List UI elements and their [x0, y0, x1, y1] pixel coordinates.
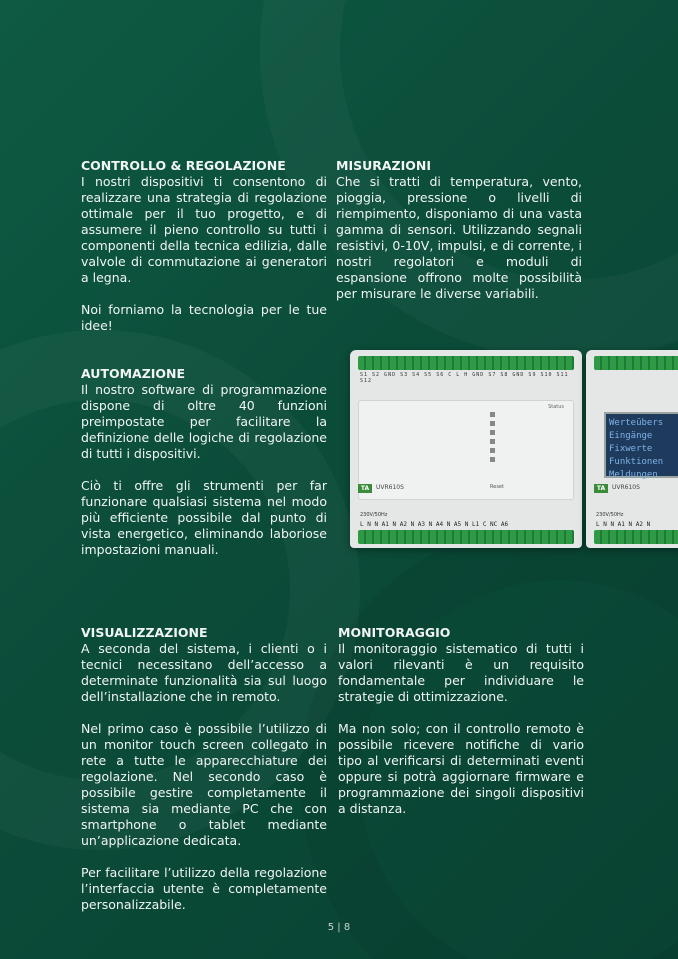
- controller-unit-with-display: [586, 350, 678, 548]
- terminal-block: [358, 530, 574, 544]
- section-title: CONTROLLO & REGOLAZIONE: [81, 158, 286, 173]
- section-paragraph: Il nostro software di programmazione dispone di oltre 40 funzioni preimpostate per facilitare la definizione delle logiche di regolazione di tutti i dispositivi.: [81, 382, 327, 461]
- lcd-line: Funktionen: [609, 457, 664, 467]
- section-paragraph: A seconda del sistema, i clienti o i tecnici necessitano dell’accesso a determinate funzionalità sia sul luogo dell’installazione che in remoto.: [81, 641, 327, 704]
- model-label: UVR610S: [376, 484, 404, 491]
- terminal-block: [594, 356, 678, 370]
- brand-logo: TA: [594, 484, 608, 493]
- controller-unit: [350, 350, 582, 548]
- section-misurazioni: [336, 158, 582, 302]
- reset-label: Reset: [490, 484, 504, 490]
- terminal-labels: L N N A1 N A2 N: [596, 521, 651, 528]
- lcd-line: Eingänge: [609, 431, 653, 441]
- section-paragraph: Ma non solo; con il controllo remoto è possibile ricevere notifiche di vario tipo al verificarsi di determinati eventi oppure si potrà aggiornare firmware e programmazione dei singoli dispositivi a distanza.: [338, 721, 584, 816]
- lcd-display: [604, 412, 678, 478]
- section-controllo-regolazione: [81, 158, 327, 334]
- voltage-label: 230V/50Hz: [596, 512, 624, 518]
- lcd-line: Fixwerte: [609, 444, 653, 454]
- lcd-line: Werteübers: [609, 418, 664, 428]
- terminal-labels: L N N A1 N A2 N A3 N A4 N A5 N L1 C NC A6: [360, 521, 509, 528]
- section-paragraph: Ciò ti offre gli strumenti per far funzionare qualsiasi sistema nel modo più efficiente possibile dal punto di vista energetico, eliminando laboriose impostazioni manuali.: [81, 478, 327, 557]
- voltage-label: 230V/50Hz: [360, 512, 388, 518]
- status-leds: [490, 412, 495, 466]
- section-paragraph: Che si tratti di temperatura, vento, pioggia, pressione o livelli di riempimento, disponiamo di una vasta gamma di sensori. Utilizzando segnali resistivi, 0-10V, impulsi, e di corrente, i nostri regolatori e moduli di espansione offrono molte possibilità per misurare le diverse variabili.: [336, 174, 582, 301]
- section-title: AUTOMAZIONE: [81, 366, 186, 381]
- model-label: UVR610S: [612, 484, 640, 491]
- section-paragraph: Nel primo caso è possibile l’utilizzo di un monitor touch screen collegato in rete a tutte le apparecchiature dei regolazione. Nel secondo caso è possibile gestire completamente il sistema sia mediante PC che con smartphone o tablet mediante un’applicazione dedicata.: [81, 721, 327, 848]
- lcd-line: Meldungen: [609, 470, 658, 480]
- section-paragraph: I nostri dispositivi ti consentono di realizzare una strategia di regolazione ottimale per il tuo progetto, e di assumere il pieno controllo su tutti i componenti della tecnica edilizia, dalle valvole di commutazione ai generatori a legna.: [81, 174, 327, 285]
- section-title: MONITORAGGIO: [338, 625, 451, 640]
- brand-logo: TA: [358, 484, 372, 493]
- section-visualizzazione: [81, 625, 327, 913]
- controller-device-image: [350, 350, 678, 550]
- section-title: VISUALIZZAZIONE: [81, 625, 208, 640]
- section-title: MISURAZIONI: [336, 158, 431, 173]
- page-number: 5 | 8: [327, 922, 351, 933]
- section-monitoraggio: [338, 625, 584, 817]
- terminal-labels: S1 S2 GND S3 S4 S5 S6 C L H GND S7 S8 GND S9 S10 S11 S12: [360, 372, 569, 384]
- terminal-block: [594, 530, 678, 544]
- section-paragraph: Noi forniamo la tecnologia per le tue idee!: [81, 302, 327, 333]
- status-label: Status: [548, 404, 564, 410]
- section-automazione: [81, 366, 327, 558]
- section-paragraph: Il monitoraggio sistematico di tutti i valori rilevanti è un requisito fondamentale per individuare le strategie di ottimizzazione.: [338, 641, 584, 704]
- section-paragraph: Per facilitare l’utilizzo della regolazione l’interfaccia utente è completamente personalizzabile.: [81, 865, 327, 912]
- terminal-block: [358, 356, 574, 370]
